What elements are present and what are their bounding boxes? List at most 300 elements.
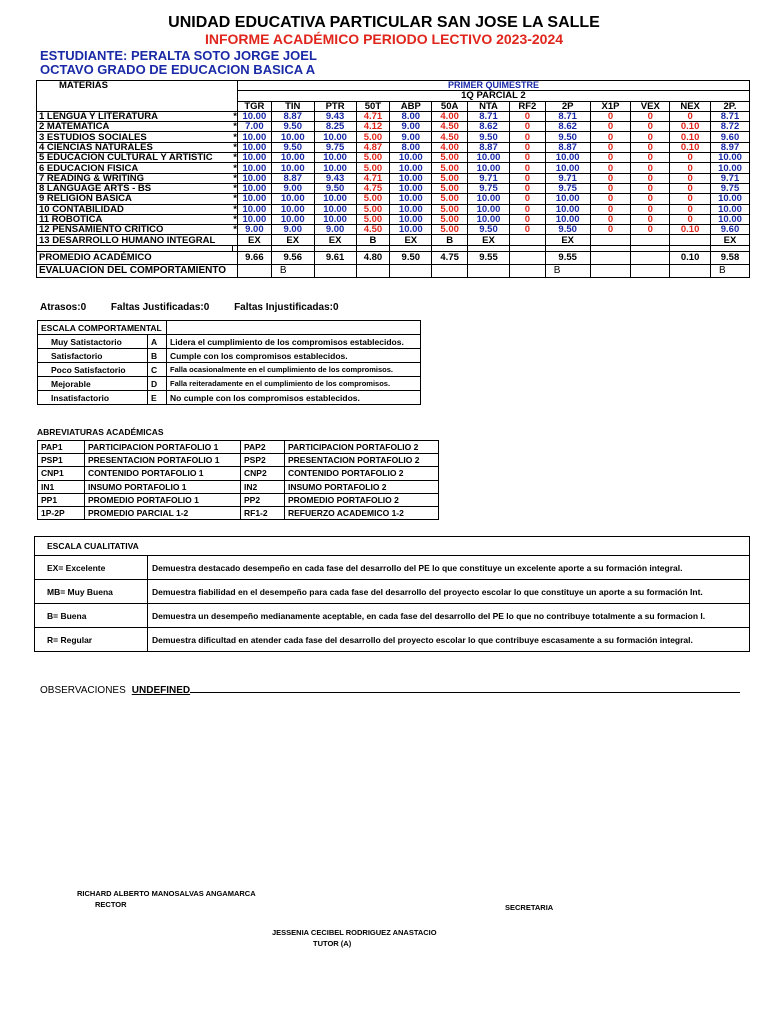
grade-cell: 0 (670, 183, 711, 193)
grade-cell: 0 (590, 153, 631, 163)
abbreviation-meaning: PARTICIPACION PORTAFOLIO 1 (85, 441, 241, 454)
grade-cell: 5.00 (432, 183, 468, 193)
abbreviation-meaning: PRESENTACION PORTAFOLIO 2 (285, 454, 439, 467)
unjustified-absences: Faltas Injustificadas:0 (234, 302, 339, 313)
grade-cell: 0 (670, 194, 711, 204)
behavior-scale-row (38, 335, 421, 349)
column-header: PTR (314, 101, 356, 111)
grade-cell: 0 (509, 214, 545, 224)
grade-cell: 5.00 (356, 163, 390, 173)
subject-row (37, 173, 750, 183)
subject-marker: * (233, 173, 237, 184)
grade-cell: 10.00 (271, 163, 314, 173)
grade-cell: 9.43 (314, 173, 356, 183)
subject-marker: * (233, 183, 237, 194)
grade-cell: 0.10 (670, 132, 711, 142)
subject-row (37, 163, 750, 173)
average-label: PROMEDIO ACADÉMICO (37, 251, 238, 264)
behavior-cell (237, 264, 271, 277)
grade-cell: 10.00 (271, 214, 314, 224)
grade-cell: 0 (631, 132, 670, 142)
grade-cell: 9.75 (468, 183, 510, 193)
grade-cell: 10.00 (314, 132, 356, 142)
late-count: Atrasos:0 (40, 302, 87, 313)
grade-cell: 8.87 (271, 111, 314, 121)
behavior-scale-letter: B (148, 349, 167, 363)
grade-cell: EX (271, 235, 314, 245)
observations (40, 684, 740, 696)
subject-name: 8 LANGUAGE ARTS - BS (37, 183, 233, 193)
behavior-scale-header (38, 321, 421, 335)
column-header: 2P. (711, 101, 750, 111)
behavior-cell (356, 264, 390, 277)
grade-cell: 9.71 (468, 173, 510, 183)
grade-cell: 0 (590, 142, 631, 152)
subject-name: 6 EDUCACION FISICA (37, 163, 233, 173)
grade-cell: 9.75 (711, 183, 750, 193)
grade-cell: 0 (509, 173, 545, 183)
grade-cell: 0 (509, 204, 545, 214)
grade-cell: 0 (509, 163, 545, 173)
grade-cell: 8.00 (390, 111, 432, 121)
subject-name: 7 READING & WRITING (37, 173, 233, 183)
subject-row (37, 183, 750, 193)
subject-name: 4 CIENCIAS NATURALES (37, 142, 233, 152)
grade-cell: 8.71 (711, 111, 750, 121)
behavior-cell (590, 264, 631, 277)
grade-cell: 4.50 (432, 132, 468, 142)
subject-name: 10 CONTABILIDAD (37, 204, 233, 214)
behavior-scale-letter: C (148, 363, 167, 377)
grade-cell: 9.00 (271, 225, 314, 235)
average-cell: 0.10 (670, 251, 711, 264)
column-header: TIN (271, 101, 314, 111)
grade-cell: 4.71 (356, 111, 390, 121)
grade-cell: 10.00 (237, 132, 271, 142)
grade-cell: 0 (631, 225, 670, 235)
grade-cell: 0 (590, 163, 631, 173)
observations-line (190, 684, 740, 693)
subject-row (37, 153, 750, 163)
abbreviation-row (38, 506, 439, 519)
qualitative-desc: Demuestra destacado desempeño en cada fase del desarrollo del PE lo que constituye un excelente aporte a su formación integral. (148, 556, 750, 580)
grade-cell: 9.00 (271, 183, 314, 193)
grade-cell: 9.50 (545, 225, 590, 235)
behavior-scale-name: Satisfactorio (38, 349, 148, 363)
behavior-cell (432, 264, 468, 277)
grade-cell: 0 (670, 204, 711, 214)
behavior-scale-letter: D (148, 377, 167, 391)
subject-name: 9 RELIGION BASICA (37, 194, 233, 204)
grade-cell: 10.00 (314, 163, 356, 173)
grade-cell: 10.00 (390, 183, 432, 193)
column-header: VEX (631, 101, 670, 111)
qualitative-scale-title: ESCALA CUALITATIVA (35, 537, 148, 556)
abbreviation-code: PP1 (38, 493, 85, 506)
behavior-scale-table (37, 320, 421, 405)
qualitative-scale-table (34, 536, 750, 652)
behavior-scale-desc: Lidera el cumplimiento de los compromisos establecidos. (167, 335, 421, 349)
grade-cell: 5.00 (432, 214, 468, 224)
grade-cell: 8.62 (545, 122, 590, 132)
average-cell: 9.50 (390, 251, 432, 264)
grade-cell: 5.00 (432, 225, 468, 235)
abbreviation-code: CNP1 (38, 467, 85, 480)
grade-cell: 10.00 (711, 163, 750, 173)
subject-name: 12 PENSAMIENTO CRITICO (37, 225, 233, 235)
behavior-cell: B (711, 264, 750, 277)
secretary-title: SECRETARIA (505, 903, 554, 912)
grade-cell: 0 (631, 122, 670, 132)
abbreviation-code: IN2 (241, 480, 285, 493)
average-cell: 9.66 (237, 251, 271, 264)
subject-marker: * (233, 193, 237, 205)
grade-cell: 0.10 (670, 225, 711, 235)
grade-cell: EX (468, 235, 510, 245)
behavior-scale-desc: No cumple con los compromisos establecidos. (167, 391, 421, 405)
grade-cell: 0 (509, 142, 545, 152)
grade-cell: 0 (590, 132, 631, 142)
grade-cell: 10.00 (711, 194, 750, 204)
grade-cell: 0 (631, 153, 670, 163)
average-cell: 9.55 (468, 251, 510, 264)
grade-cell: 10.00 (390, 214, 432, 224)
grade-cell: 9.43 (314, 111, 356, 121)
average-cell: 9.56 (271, 251, 314, 264)
grade-cell (509, 235, 545, 245)
behavior-cell (509, 264, 545, 277)
grade-cell: 10.00 (390, 153, 432, 163)
qualitative-row (35, 604, 750, 628)
grade-cell: EX (390, 235, 432, 245)
behavior-cell: B (271, 264, 314, 277)
grade-cell: 0 (631, 173, 670, 183)
grade-cell: 10.00 (390, 163, 432, 173)
tutor-name: JESSENIA CECIBEL RODRIGUEZ ANASTACIO (272, 928, 437, 937)
grade-cell: 10.00 (237, 111, 271, 121)
abbreviation-row (38, 493, 439, 506)
grade-cell: 10.00 (545, 204, 590, 214)
abbreviation-row (38, 454, 439, 467)
behavior-cell (670, 264, 711, 277)
behavior-scale-letter: E (148, 391, 167, 405)
subject-marker: * (233, 214, 237, 225)
average-cell: 4.80 (356, 251, 390, 264)
grade-cell: 10.00 (711, 153, 750, 163)
subject-row (37, 132, 750, 142)
grade-cell: 8.71 (545, 111, 590, 121)
grade-cell: 4.50 (432, 122, 468, 132)
subject-marker: * (233, 204, 237, 215)
grade-cell: 4.12 (356, 122, 390, 132)
grade-cell: 10.00 (390, 204, 432, 214)
behavior-cell (314, 264, 356, 277)
grade-cell: 10.00 (237, 142, 271, 152)
abbreviation-code: PAP1 (38, 441, 85, 454)
grade-cell: 10.00 (468, 163, 510, 173)
subject-row (37, 122, 750, 132)
subject-marker: * (233, 121, 237, 132)
abbreviations-title: ABREVIATURAS ACADÉMICAS (37, 427, 164, 437)
abbreviation-meaning: CONTENIDO PORTAFOLIO 1 (85, 467, 241, 480)
grade-cell: 8.72 (711, 122, 750, 132)
grade-cell: 5.00 (356, 153, 390, 163)
behavior-scale-row (38, 391, 421, 405)
column-header: NEX (670, 101, 711, 111)
grade-cell: 9.75 (545, 183, 590, 193)
grade-cell: 10.00 (711, 204, 750, 214)
average-cell (509, 251, 545, 264)
average-row (37, 251, 750, 264)
abbreviation-code: PSP1 (38, 454, 85, 467)
behavior-label: EVALUACION DEL COMPORTAMIENTO (37, 264, 238, 277)
column-header: 2P (545, 101, 590, 111)
grade-cell: 9.60 (711, 225, 750, 235)
grade-cell: 9.75 (314, 142, 356, 152)
grade-cell: 10.00 (314, 214, 356, 224)
abbreviation-row (38, 480, 439, 493)
behavior-scale-blank (167, 321, 421, 335)
attendance (40, 302, 361, 313)
grade-cell: 9.71 (711, 173, 750, 183)
grades-header-row-1 (37, 81, 750, 91)
grade-cell: 9.50 (271, 122, 314, 132)
grade-cell: 0 (631, 194, 670, 204)
grade-cell: 0 (509, 153, 545, 163)
grade-cell: 7.00 (237, 122, 271, 132)
observations-value: UNDEFINED (131, 685, 191, 696)
qualitative-row (35, 580, 750, 604)
grade-cell: 0 (670, 153, 711, 163)
grades-table (36, 80, 750, 278)
abbreviation-meaning: REFUERZO ACADEMICO 1-2 (285, 506, 439, 519)
abbreviation-meaning: PARTICIPACION PORTAFOLIO 2 (285, 441, 439, 454)
partial-header: 1Q PARCIAL 2 (237, 91, 749, 101)
subject-name: 2 MATEMATICA (37, 122, 233, 132)
grade-cell: 0 (590, 122, 631, 132)
behavior-scale-letter: A (148, 335, 167, 349)
grade-cell: 10.00 (237, 194, 271, 204)
grade-cell: 0 (590, 204, 631, 214)
grade-cell: 10.00 (237, 214, 271, 224)
student-name: ESTUDIANTE: PERALTA SOTO JORGE JOEL (40, 48, 317, 63)
grade-cell: 4.00 (432, 142, 468, 152)
grade-cell: 10.00 (271, 153, 314, 163)
subject-name: 5 EDUCACION CULTURAL Y ARTISTIC (37, 153, 233, 163)
grade-cell: 0 (631, 111, 670, 121)
grade-cell: 0 (509, 183, 545, 193)
grade-cell: B (356, 235, 390, 245)
grade-cell: 9.71 (545, 173, 590, 183)
grade-cell: 0 (509, 111, 545, 121)
grade-cell: 10.00 (468, 204, 510, 214)
abbreviation-meaning: INSUMO PORTAFOLIO 2 (285, 480, 439, 493)
grade-cell: 5.00 (356, 214, 390, 224)
column-header: NTA (468, 101, 510, 111)
grade-cell: 10.00 (271, 132, 314, 142)
grade-cell: 4.50 (356, 225, 390, 235)
grade-cell: 8.97 (711, 142, 750, 152)
subject-marker: * (233, 131, 237, 143)
abbreviation-code: 1P-2P (38, 506, 85, 519)
grade-cell: 10.00 (314, 194, 356, 204)
abbreviation-meaning: PRESENTACION PORTAFOLIO 1 (85, 454, 241, 467)
behavior-cell (390, 264, 432, 277)
grade-cell: 10.00 (468, 214, 510, 224)
grade-cell: 8.00 (390, 142, 432, 152)
grade-cell: 5.00 (356, 204, 390, 214)
behavior-scale-name: Mejorable (38, 377, 148, 391)
rector-name: RICHARD ALBERTO MANOSALVAS ANGAMARCA (77, 889, 256, 898)
grade-cell: EX (314, 235, 356, 245)
grade-cell: 5.00 (432, 173, 468, 183)
report-title: INFORME ACADÉMICO PERIODO LECTIVO 2023-2024 (204, 31, 564, 47)
grade-cell: 0 (509, 132, 545, 142)
average-cell (631, 251, 670, 264)
grade-cell: 0 (631, 163, 670, 173)
rector-title: RECTOR (95, 900, 127, 909)
grade-cell: 0 (670, 214, 711, 224)
grade-cell: EX (711, 235, 750, 245)
grade-cell: 0 (631, 214, 670, 224)
subject-row (37, 225, 750, 235)
subject-name: 1 LENGUA Y LITERATURA (37, 111, 233, 121)
subject-row (37, 194, 750, 204)
qualitative-key: EX= Excelente (35, 556, 148, 580)
grade-cell: 5.00 (432, 204, 468, 214)
grade-cell: 0 (509, 225, 545, 235)
grade-cell: 4.71 (356, 173, 390, 183)
grade-cell: 10.00 (237, 153, 271, 163)
period-header: PRIMER QUIMESTRE (237, 81, 749, 91)
grade-cell: 0 (590, 225, 631, 235)
grade-cell: 10.00 (545, 153, 590, 163)
grade-cell: 8.87 (271, 173, 314, 183)
abbreviation-code: CNP2 (241, 467, 285, 480)
behavior-scale-row (38, 377, 421, 391)
behavior-scale-desc: Cumple con los compromisos establecidos. (167, 349, 421, 363)
grade-cell: 9.50 (468, 225, 510, 235)
grade-cell: 0 (631, 183, 670, 193)
grade-cell: 10.00 (390, 225, 432, 235)
behavior-scale-row (38, 363, 421, 377)
grade-cell: 0 (590, 214, 631, 224)
grade-cell: 10.00 (545, 194, 590, 204)
qualitative-desc: Demuestra fiabilidad en el desempeño para cada fase del desarrollo del proyecto escolar lo que constituye un aporte a su formación Int. (148, 580, 750, 604)
grade-cell: 8.25 (314, 122, 356, 132)
grade-cell: 8.87 (545, 142, 590, 152)
abbreviation-code: PSP2 (241, 454, 285, 467)
abbreviation-meaning: PROMEDIO PARCIAL 1-2 (85, 506, 241, 519)
justified-absences: Faltas Justificadas:0 (110, 302, 210, 313)
grade-cell: 0 (631, 142, 670, 152)
qualitative-desc: Demuestra dificultad en atender cada fase del desarrollo del proyecto escolar lo que contribuye escasamente a su formación integral. (148, 628, 750, 652)
behavior-scale-title: ESCALA COMPORTAMENTAL (38, 321, 167, 335)
grade-cell: 8.87 (468, 142, 510, 152)
subject-marker: * (233, 142, 237, 153)
qualitative-key: R= Regular (35, 628, 148, 652)
grade-level: OCTAVO GRADO DE EDUCACION BASICA A (40, 62, 316, 77)
grade-cell: 10.00 (237, 204, 271, 214)
abbreviation-meaning: INSUMO PORTAFOLIO 1 (85, 480, 241, 493)
grade-cell: 9.00 (390, 122, 432, 132)
qualitative-row (35, 556, 750, 580)
grade-cell: 9.50 (468, 132, 510, 142)
average-cell: 9.61 (314, 251, 356, 264)
behavior-cell (468, 264, 510, 277)
subject-marker: * (233, 111, 237, 122)
grade-cell: 5.00 (432, 194, 468, 204)
grade-cell (590, 235, 631, 245)
behavior-scale-desc: Falla reiteradamente en el cumplimiento de los compromisos. (167, 377, 421, 391)
grade-cell: 10.00 (390, 194, 432, 204)
qualitative-row (35, 628, 750, 652)
grade-cell: 9.00 (237, 225, 271, 235)
behavior-scale-row (38, 349, 421, 363)
subject-row (37, 214, 750, 224)
abbreviation-code: PAP2 (241, 441, 285, 454)
qualitative-key: B= Buena (35, 604, 148, 628)
grade-cell: 0 (509, 194, 545, 204)
grade-cell (631, 235, 670, 245)
grade-cell: 0 (670, 111, 711, 121)
grade-cell: 0.10 (670, 122, 711, 132)
grade-cell: 0 (670, 163, 711, 173)
abbreviation-code: PP2 (241, 493, 285, 506)
grade-cell: 0 (590, 194, 631, 204)
abbreviation-code: IN1 (38, 480, 85, 493)
behavior-cell: B (545, 264, 590, 277)
grade-cell: 10.00 (468, 153, 510, 163)
grade-cell: 10.00 (468, 194, 510, 204)
grade-cell: 0.10 (670, 142, 711, 152)
subject-marker: * (233, 224, 237, 235)
qualitative-key: MB= Muy Buena (35, 580, 148, 604)
subject-name: 13 DESARROLLO HUMANO INTEGRAL (37, 235, 233, 245)
behavior-scale-desc: Falla ocasionalmente en el cumplimiento de los compromisos. (167, 363, 421, 377)
grade-cell: 5.00 (432, 153, 468, 163)
column-header: RF2 (509, 101, 545, 111)
qualitative-scale-blank (148, 537, 750, 556)
grade-cell: 0 (509, 122, 545, 132)
grade-cell: 9.50 (545, 132, 590, 142)
average-cell: 9.58 (711, 251, 750, 264)
behavior-cell (631, 264, 670, 277)
grade-cell: 10.00 (237, 163, 271, 173)
column-header: TGR (237, 101, 271, 111)
column-header: 50T (356, 101, 390, 111)
grade-cell: 9.50 (271, 142, 314, 152)
average-cell: 4.75 (432, 251, 468, 264)
grade-cell: EX (545, 235, 590, 245)
grade-cell: 9.00 (314, 225, 356, 235)
subject-name: 3 ESTUDIOS SOCIALES (37, 132, 233, 142)
column-header: X1P (590, 101, 631, 111)
grade-cell (670, 235, 711, 245)
observations-label: OBSERVACIONES (40, 685, 126, 696)
grade-cell: 4.00 (432, 111, 468, 121)
grade-cell: 10.00 (314, 204, 356, 214)
subject-row (37, 111, 750, 121)
qualitative-desc: Demuestra un desempeño medianamente aceptable, en cada fase del desarrollo del PE lo que no contribuye totalmente a su formacion I. (148, 604, 750, 628)
column-header: 50A (432, 101, 468, 111)
grade-cell: 10.00 (237, 173, 271, 183)
grade-cell: B (432, 235, 468, 245)
behavior-row (37, 264, 750, 277)
grade-cell: 10.00 (545, 214, 590, 224)
grade-cell: 4.87 (356, 142, 390, 152)
abbreviation-row (38, 467, 439, 480)
